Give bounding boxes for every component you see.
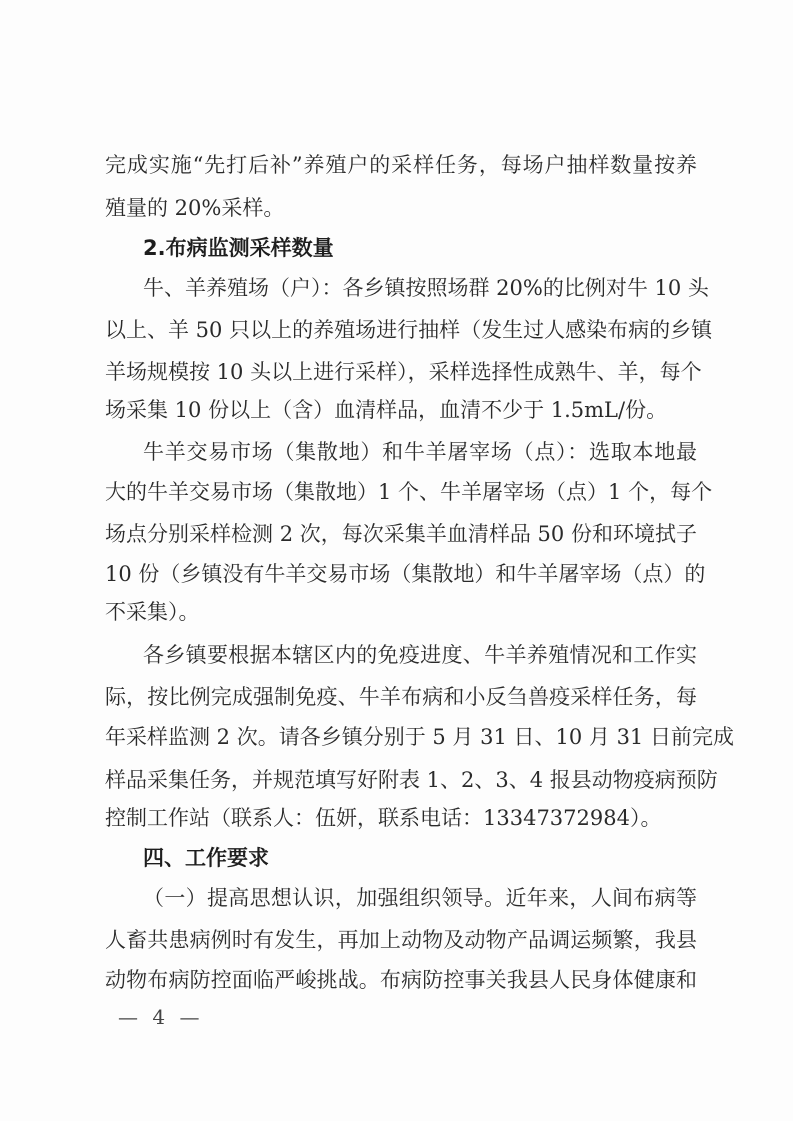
body-line: 大的牛羊交易市场（集散地）1 个、牛羊屠宰场（点）1 个，每个 [105, 480, 713, 504]
body-line: （一）提高思想认识，加强组织领导。近年来，人间布病等 [143, 886, 697, 910]
body-line: 完成实施“先打后补”养殖户的采样任务，每场户抽样数量按养 [105, 153, 697, 177]
body-line: 年采样监测 2 次。请各乡镇分别于 5 月 31 日、10 月 31 日前完成 [105, 725, 734, 749]
body-line: 场采集 10 份以上（含）血清样品，血清不少于 1.5mL/份。 [105, 398, 668, 422]
body-line: 10 份（乡镇没有牛羊交易市场（集散地）和牛羊屠宰场（点）的 [105, 562, 706, 586]
body-line: 人畜共患病例时有发生，再加上动物及动物产品调运频繁，我县 [105, 928, 697, 952]
body-line: 以上、羊 50 只以上的养殖场进行抽样（发生过人感染布病的乡镇 [105, 318, 713, 342]
page-number: — 4 — [118, 1005, 204, 1029]
body-line: 牛羊交易市场（集散地）和牛羊屠宰场（点）：选取本地最 [143, 440, 697, 464]
body-line: 动物布病防控面临严峻挑战。布病防控事关我县人民身体健康和 [105, 968, 697, 992]
section-heading: 四、工作要求 [143, 846, 269, 870]
body-line: 际，按比例完成强制免疫、牛羊布病和小反刍兽疫采样任务，每 [105, 685, 697, 709]
body-line: 羊场规模按 10 头以上进行采样），采样选择性成熟牛、羊，每个 [105, 360, 702, 384]
body-line: 殖量的 20%采样。 [105, 196, 285, 220]
body-line: 样品采集任务，并规范填写好附表 1、2、3、4 报县动物疫病预防 [105, 768, 718, 792]
body-line: 各乡镇要根据本辖区内的免疫进度、牛羊养殖情况和工作实 [143, 643, 697, 667]
body-line: 牛、羊养殖场（户）：各乡镇按照场群 20%的比例对牛 10 头 [143, 276, 709, 300]
section-heading: 2.布病监测采样数量 [143, 236, 334, 260]
body-line: 不采集）。 [105, 600, 200, 624]
body-line: 场点分别采样检测 2 次，每次采集羊血清样品 50 份和环境拭子 [105, 522, 697, 546]
body-line: 控制工作站（联系人：伍妍，联系电话：13347372984）。 [105, 806, 662, 830]
